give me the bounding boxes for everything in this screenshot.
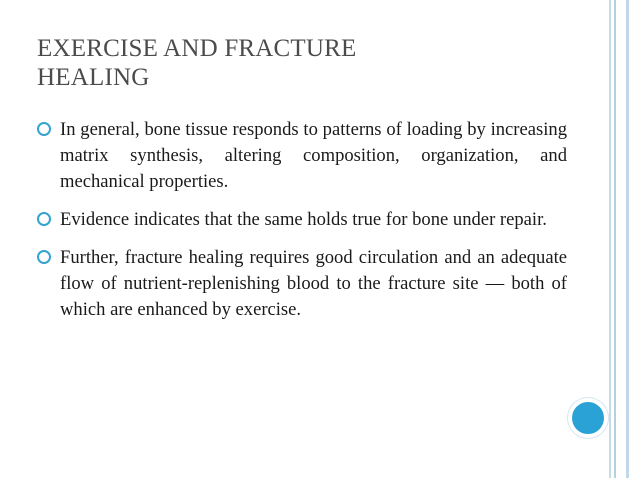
slide-title-line-1: EXERCISE AND FRACTURE [37,35,357,62]
bullet-text-2: Evidence indicates that the same holds true for bone under repair. [60,209,547,230]
ring-bullet-icon [37,122,51,136]
bullet-text-3: Further, fracture healing requires good circulation and an adequate flow of nutrient-replenishing blood to the fracture site — both of which are enhanced by exercise. [60,247,567,320]
bullet-text-1: In general, bone tissue responds to patterns of loading by increasing matrix synthesis, altering composition, organization, and mechanical properties. [60,119,567,192]
bullet-item-1 [37,117,567,195]
corner-circle-icon [568,398,608,438]
ring-bullet-icon [37,250,51,264]
bullet-item-3 [37,245,567,323]
decorative-rail-left [609,0,611,478]
decorative-rail-right [626,0,629,478]
bullet-list [37,117,567,335]
ring-bullet-icon [37,212,51,226]
slide-title [37,34,497,92]
slide-title-line-2: HEALING [37,64,150,91]
bullet-item-2 [37,207,567,233]
decorative-rail-middle [614,0,616,478]
